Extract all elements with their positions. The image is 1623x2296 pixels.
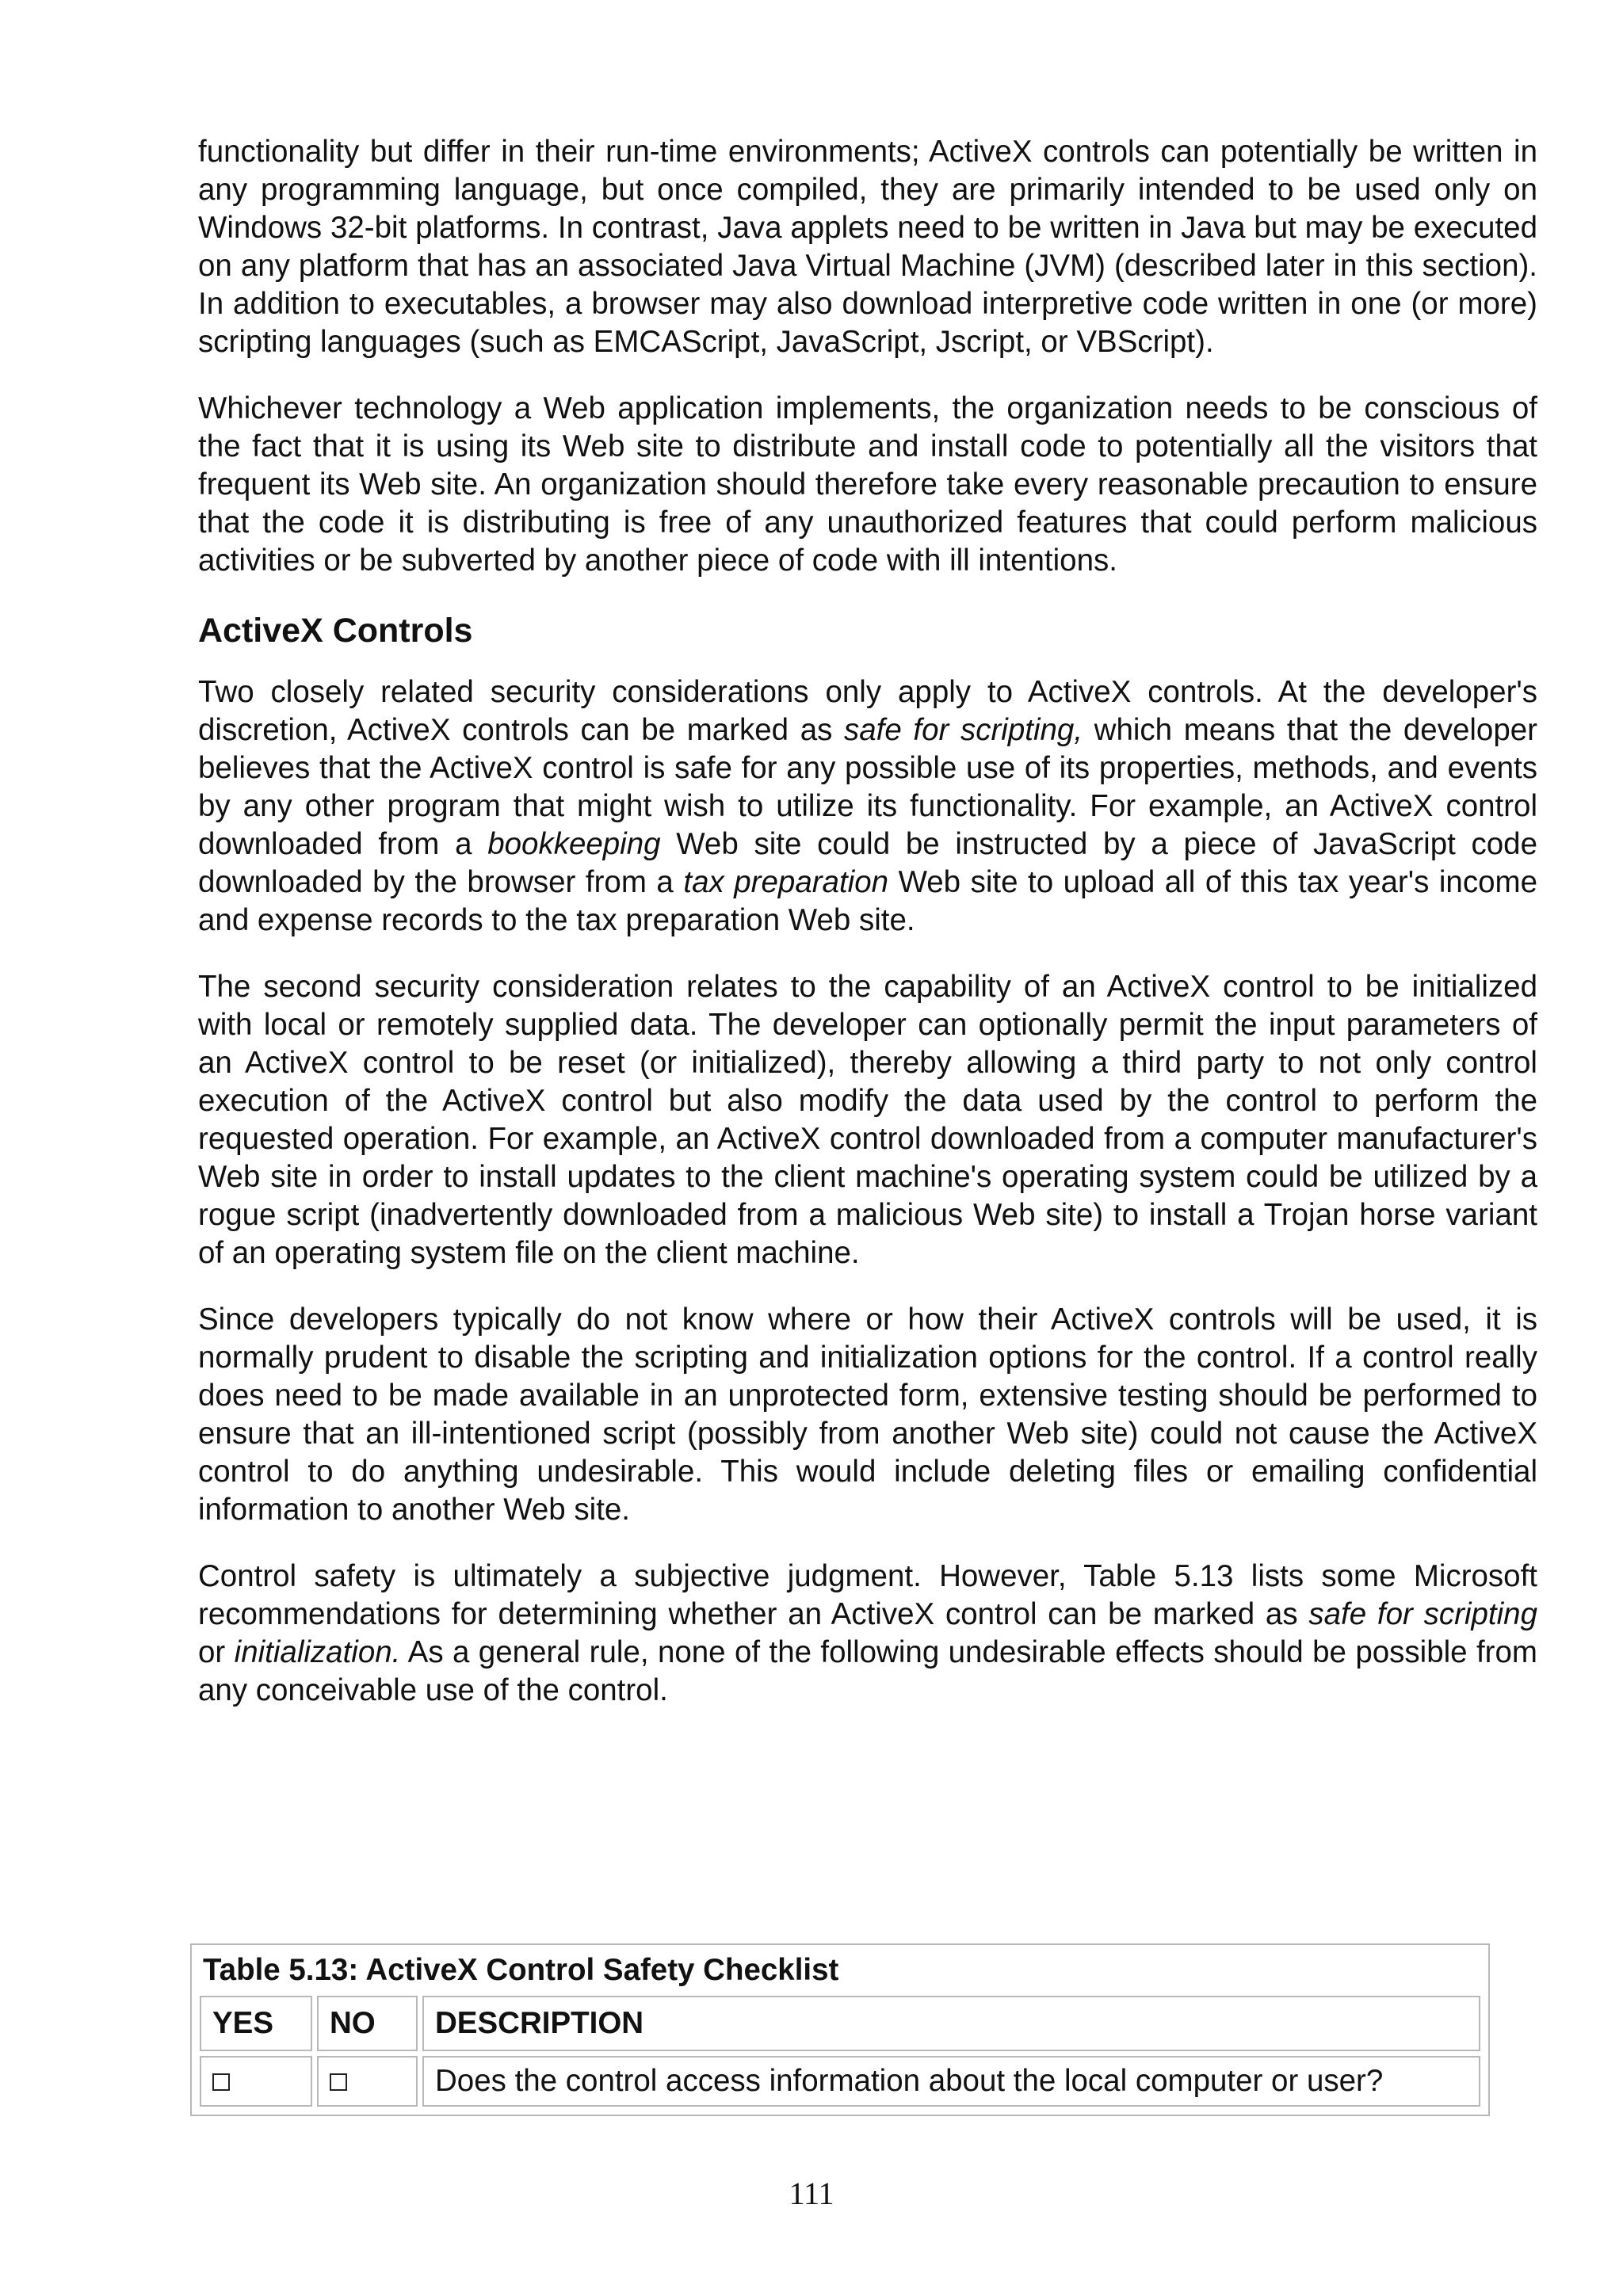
description-cell: Does the control access information about the local computer or user? xyxy=(422,2056,1480,2107)
column-header-description: DESCRIPTION xyxy=(422,1996,1480,2051)
section-paragraph-3: Since developers typically do not know where or how their ActiveX controls will be used, it is normally prudent to disable the scripting and initialization options for the control. If a control really does need to be made available in an unprotected form, extensive testing should be performed to ensure that an ill-intentioned script (possibly from another Web site) could not cause the ActiveX control to do anything undesirable. This would include deleting files or emailing confidential information to another Web site. xyxy=(198,1302,1537,1527)
emphasis-safe-for-scripting: safe for scripting, xyxy=(844,713,1083,747)
text-run: Web site could be instructed by a piece of JavaScript code downloaded by the browser from a xyxy=(198,827,1537,899)
emphasis-bookkeeping: bookkeeping xyxy=(487,827,661,861)
table-row xyxy=(200,2056,1480,2107)
intro-paragraph-2: Whichever technology a Web application implements, the organization needs to be conscious of the fact that it is using its Web site to distribute and install code to potentially all the visitors that frequent its Web site. An organization should therefore take every reasonable precaution to ensure that the code it is distributing is free of any unauthorized features that could perform malicious activities or be subverted by another piece of code with ill intentions. xyxy=(198,391,1537,578)
page-content xyxy=(198,133,1537,1738)
text-run: As a general rule, none of the following undesirable effects should be possible from any conceivable use of the control. xyxy=(198,1635,1537,1707)
no-cell xyxy=(317,2056,418,2107)
emphasis-tax-preparation: tax preparation xyxy=(683,865,889,899)
text-run: Web site to upload all of this tax year's income and expense records to the tax preparation Web site. xyxy=(198,865,1537,937)
text-run: Control safety is ultimately a subjective judgment. However, Table 5.13 lists some Microsoft recommendations for determining whether an ActiveX control can be marked as xyxy=(198,1559,1537,1631)
no-checkbox-icon[interactable] xyxy=(330,2073,347,2091)
table-title: Table 5.13: ActiveX Control Safety Checklist xyxy=(203,1953,839,1987)
yes-cell xyxy=(200,2056,312,2107)
checklist-grid xyxy=(195,1991,1485,2111)
safety-checklist-table xyxy=(190,1943,1490,2116)
column-header-yes: YES xyxy=(200,1996,312,2051)
text-run: Two closely related security considerations only apply to ActiveX controls. At the developer's discretion, ActiveX controls can be marked as xyxy=(198,675,1537,747)
emphasis-safe-for-scripting: safe for scripting xyxy=(1308,1597,1537,1631)
yes-checkbox-icon[interactable] xyxy=(212,2073,230,2091)
section-paragraph-4 xyxy=(198,1558,1537,1710)
text-run: which means that the developer believes that the ActiveX control is safe for any possible use of its properties, methods, and events by any other program that might wish to utilize its functionality. For example, an ActiveX control downloaded from a xyxy=(198,713,1537,861)
column-header-no: NO xyxy=(317,1996,418,2051)
emphasis-initialization: initialization. xyxy=(234,1635,401,1669)
section-paragraph-1 xyxy=(198,673,1537,940)
page-number: 111 xyxy=(789,2176,834,2211)
table-header-row xyxy=(200,1996,1480,2051)
text-run: or xyxy=(198,1635,235,1669)
section-heading: ActiveX Controls xyxy=(198,612,473,650)
intro-paragraph-1: functionality but differ in their run-time environments; ActiveX controls can potentially be written in any programming language, but once compiled, they are primarily intended to be used only on Windows 32-bit platforms. In contrast, Java applets need to be written in Java but may be executed on any platform that has an associated Java Virtual Machine (JVM) (described later in this section). In addition to executables, a browser may also download interpretive code written in one (or more) scripting languages (such as EMCAScript, JavaScript, Jscript, or VBScript). xyxy=(198,135,1537,359)
section-paragraph-2: The second security consideration relates to the capability of an ActiveX control to be initialized with local or remotely supplied data. The developer can optionally permit the input parameters of an ActiveX control to be reset (or initialized), thereby allowing a third party to not only control execution of the ActiveX control but also modify the data used by the control to perform the requested operation. For example, an ActiveX control downloaded from a computer manufacturer's Web site in order to install updates to the client machine's operating system could be utilized by a rogue script (inadvertently downloaded from a malicious Web site) to install a Trojan horse variant of an operating system file on the client machine. xyxy=(198,970,1537,1270)
